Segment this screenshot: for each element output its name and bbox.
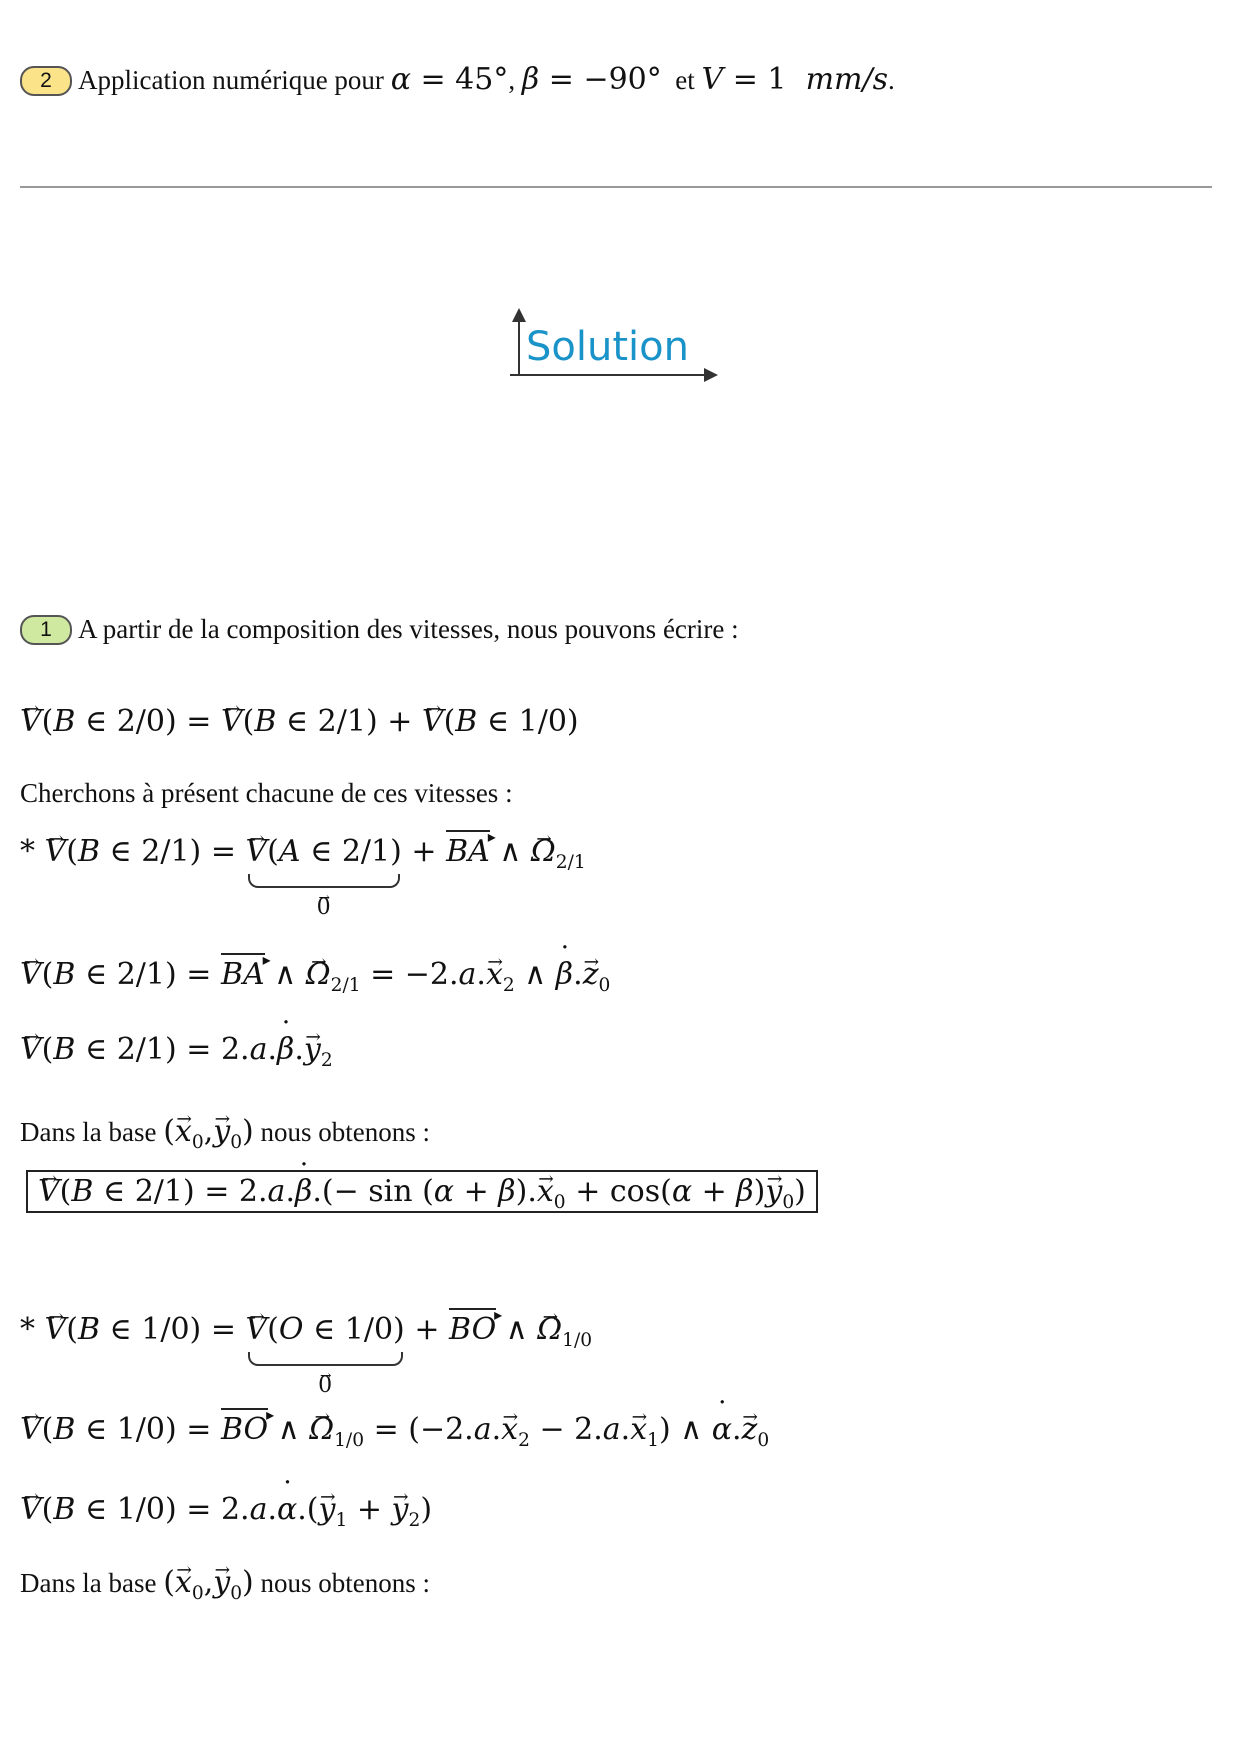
cherchons-text: Cherchons à présent chacune de ces vitesses : [20,778,513,808]
solution-link[interactable] [510,318,720,380]
dans-la-base-line-2: Dans la base (→ $x_0,\to y_0$) nous obtenons : [20,1563,430,1614]
solution-label: Solution [526,324,689,370]
beta-value-eq: β = −90° [521,62,662,97]
solution-badge: 1 [20,615,72,645]
axis-horizontal [510,374,706,376]
equation-v-b10-cross: → V(B ∈ 1/0) = BO ▸ ∧ → $\Omega_{1/0} = (-2.a.\to x_2 - 2.a.\to x_1)$ ∧ ˙ $\alpha.\to z_0$ [20,1410,769,1461]
horizontal-divider [20,186,1212,188]
question-2-line: 2 Application numérique pour α = 45°, β = −90° et V = 1 mm/s. [20,60,895,100]
question-text: Application numérique pour [78,65,384,95]
equation-v-b10-expansion: * → V(B ∈ 1/0) = → V(O ∈ 1/0) → 0 + BO ▸ ∧ → $\Omega_{1/0}$ [20,1310,592,1361]
equation-velocity-composition: → V(B ∈ 2/0) = → V(B ∈ 2/1) + → V(B ∈ 1/0) [20,702,579,742]
equation-v-b21-expansion: * → V(B ∈ 2/1) = → V(A ∈ 2/1) → 0 + BA ▸ ∧ → $\Omega_{2/1}$ [20,832,586,883]
axis-arrow-right-icon [704,368,718,382]
equation-v-b21-result: → V(B ∈ 2/1) = 2.a.˙ $\beta.\to y_2$ [20,1030,333,1081]
question-badge: 2 [20,66,72,96]
dans-la-base-line-1: Dans la base (→ $x_0,\to y_0$) nous obtenons : [20,1112,430,1163]
intro-text: A partir de la composition des vitesses, nous pouvons écrire : [78,614,739,644]
v-value-eq: V = 1 mm/s [701,62,888,97]
alpha-value-eq: α = 45° [390,62,509,97]
solution-1-intro [20,612,739,646]
axis-arrow-up-icon [512,308,526,322]
axis-vertical [518,318,520,376]
boxed-result-v-b21: → V(B ∈ 2/1) = 2.a.˙ $\beta.(- \sin (\alpha + \beta).\to x_0 + \cos(\alpha + \beta)\to y_0)$ [26,1172,818,1223]
equation-v-b21-cross: → V(B ∈ 2/1) = BA ▸ ∧ → $\Omega_{2/1} = -2.a.\to x_2$ ∧ ˙ $\beta.\to z_0$ [20,955,610,1006]
equation-v-b10-result: → V(B ∈ 1/0) = 2.a.˙ $\alpha.(\to y_1$ + → $y_2$) [20,1490,432,1541]
et-text: et [675,65,695,95]
